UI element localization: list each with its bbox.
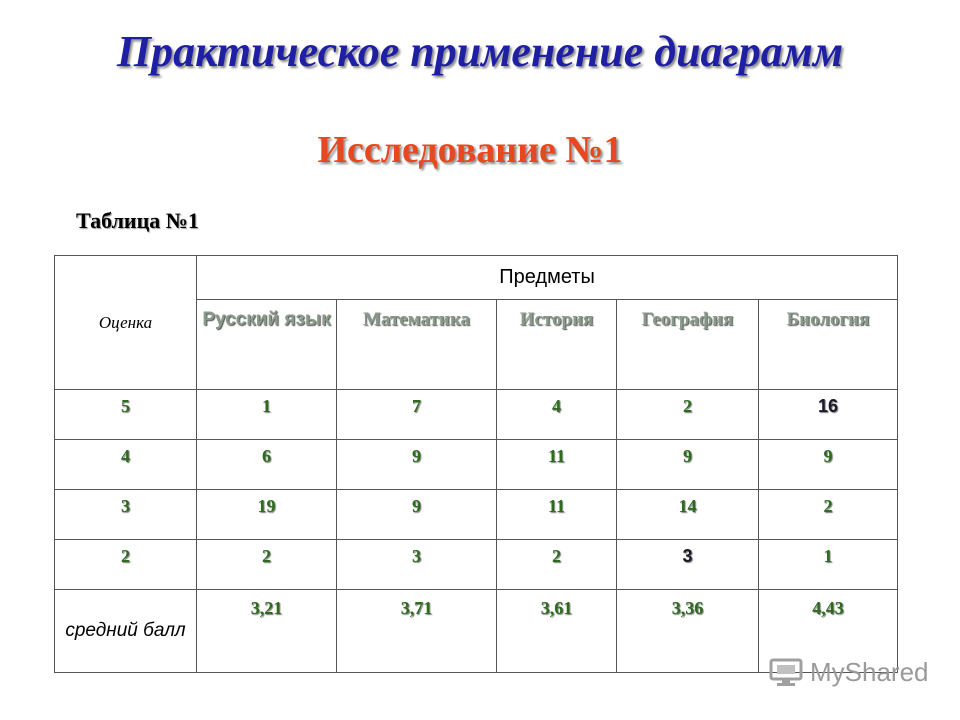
count-cell: 19 (197, 490, 337, 540)
count-cell: 11 (497, 490, 617, 540)
grade-column-header: Оценка (55, 256, 197, 390)
count-cell: 16 (759, 390, 898, 440)
average-cell: 3,21 (197, 590, 337, 673)
count-cell: 11 (497, 440, 617, 490)
count-cell: 2 (197, 540, 337, 590)
count-cell: 9 (617, 440, 759, 490)
grade-cell: 3 (55, 490, 197, 540)
count-cell: 6 (197, 440, 337, 490)
count-cell: 9 (337, 440, 497, 490)
subject-header: Русский язык (197, 300, 337, 390)
table-row (55, 540, 898, 590)
count-cell: 2 (617, 390, 759, 440)
grade-cell: 2 (55, 540, 197, 590)
count-cell: 2 (759, 490, 898, 540)
grades-table (54, 255, 898, 673)
count-cell: 2 (497, 540, 617, 590)
count-cell: 1 (759, 540, 898, 590)
subject-header: Биология (759, 300, 898, 390)
count-cell: 14 (617, 490, 759, 540)
count-cell: 7 (337, 390, 497, 440)
count-cell: 4 (497, 390, 617, 440)
grade-cell: 5 (55, 390, 197, 440)
average-label: средний балл (55, 590, 197, 673)
table-row (55, 390, 898, 440)
subject-header: Математика (337, 300, 497, 390)
subject-header: История (497, 300, 617, 390)
table-caption: Таблица №1 (76, 208, 199, 233)
count-cell: 9 (337, 490, 497, 540)
watermark-logo-icon (768, 656, 804, 688)
subjects-header: Предметы (197, 256, 898, 300)
page-title: Практическое применение диаграмм (116, 27, 844, 76)
average-cell: 4,43 (759, 590, 898, 673)
table-row (55, 440, 898, 490)
table-row (55, 490, 898, 540)
watermark (768, 656, 929, 688)
count-cell: 1 (197, 390, 337, 440)
watermark-text: MyShared (810, 656, 929, 687)
average-cell: 3,61 (497, 590, 617, 673)
count-cell: 3 (617, 540, 759, 590)
study-subtitle: Исследование №1 (317, 129, 623, 171)
subject-header: География (617, 300, 759, 390)
average-cell: 3,36 (617, 590, 759, 673)
count-cell: 9 (759, 440, 898, 490)
grade-cell: 4 (55, 440, 197, 490)
average-cell: 3,71 (337, 590, 497, 673)
count-cell: 3 (337, 540, 497, 590)
